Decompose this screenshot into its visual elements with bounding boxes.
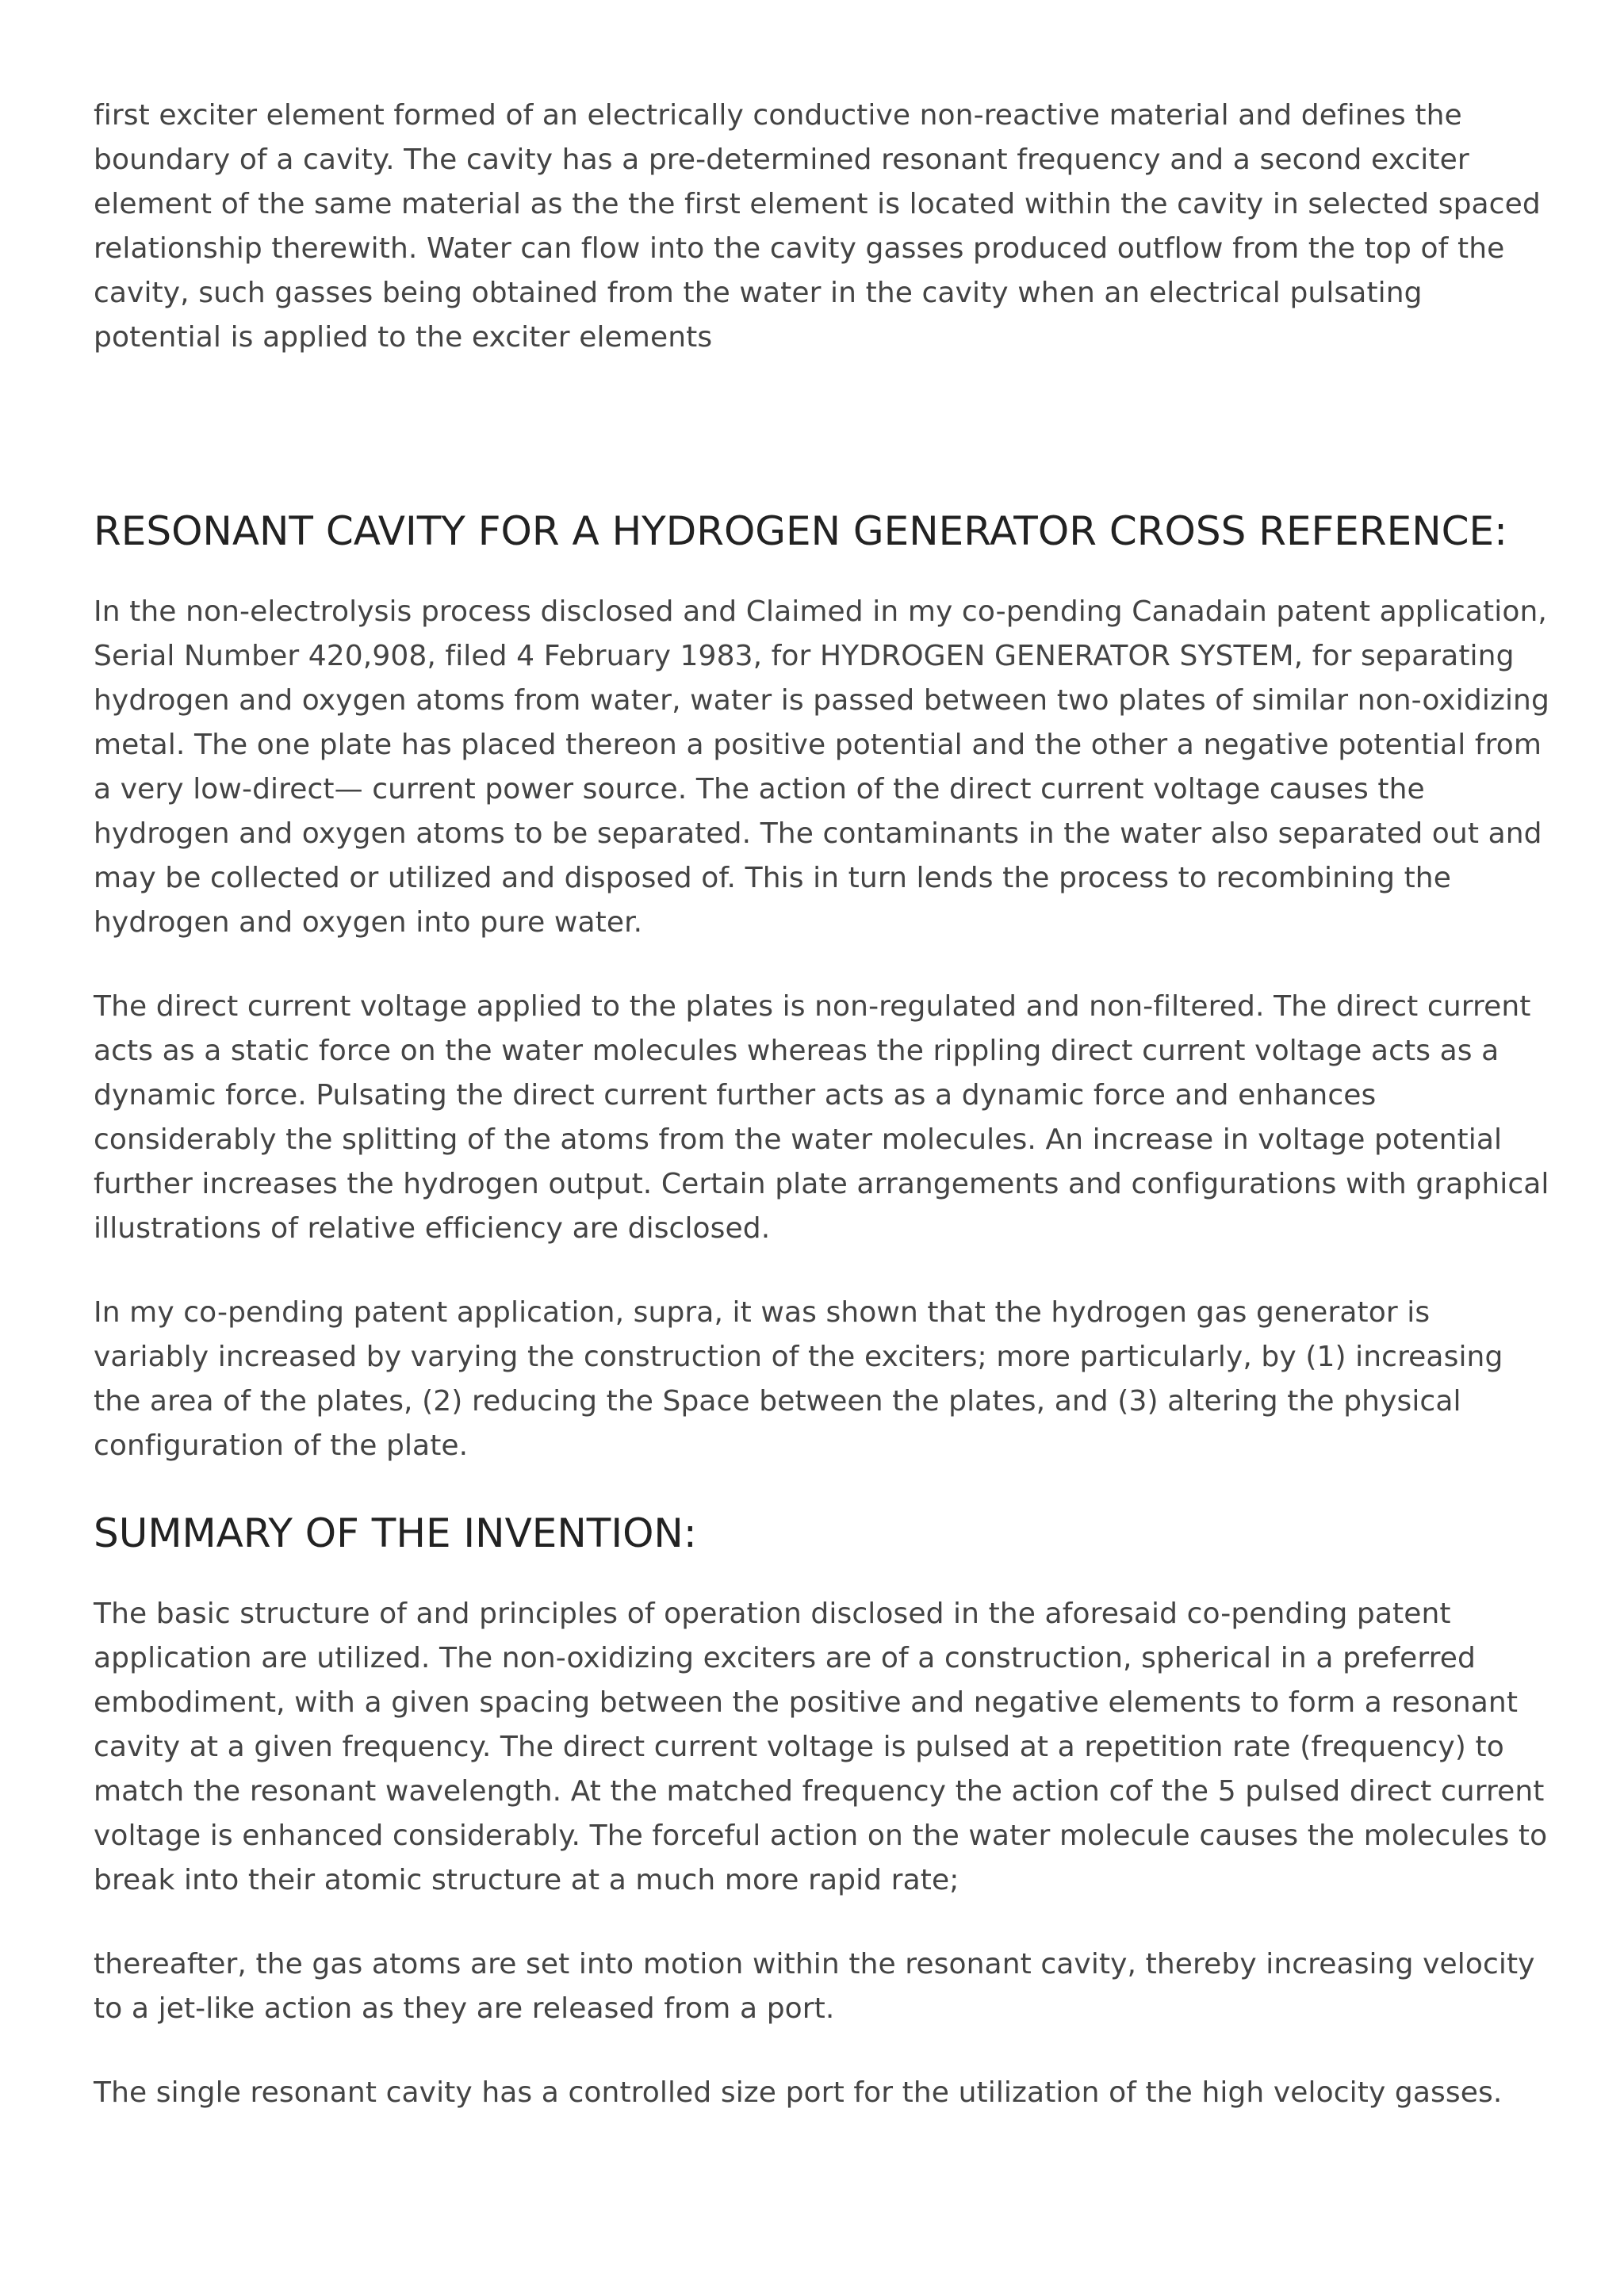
- body-paragraph: The basic structure of and principles of operation disclosed in the aforesaid co-pending patent application are utilized. The non-oxidizing exciters are of a construction, spherical in a preferred embodiment, with a given spacing between the positive and negative elements to form a resonant cavity at a given frequency. The direct current voltage is pulsed at a repetition rate (frequency) to match the resonant wavelength. At the matched frequency the action cof the 5 pulsed direct current voltage is enhanced considerably. The forceful action on the water molecule causes the molecules to break into their atomic structure at a much more rapid rate;: [94, 1598, 1548, 1896]
- section-heading-summary: SUMMARY OF THE INVENTION:: [94, 1510, 697, 1556]
- document-page: [94, 94, 1553, 2155]
- body-paragraph: thereafter, the gas atoms are set into motion within the resonant cavity, thereby increasing velocity to a jet-like action as they are released from a port.: [94, 1948, 1535, 2025]
- intro-paragraph: first exciter element formed of an electrically conductive non-reactive material and defines the boundary of a cavity. The cavity has a pre-determined resonant frequency and a second exciter element of the same material as the the first element is located within the cavity in selected spaced relationship therewith. Water can flow into the cavity gasses produced outflow from the top of the cavity, such gasses being obtained from the water in the cavity when an electrical pulsating potential is applied to the exciter elements: [94, 99, 1541, 354]
- body-paragraph: In my co-pending patent application, supra, it was shown that the hydrogen gas generator is variably increased by varying the construction of the exciters; more particularly, by (1) increasing the area of the plates, (2) reducing the Space between the plates, and (3) altering the physical configuration of the plate.: [94, 1296, 1503, 1462]
- body-paragraph: The single resonant cavity has a controlled size port for the utilization of the high velocity gasses.: [94, 2076, 1503, 2109]
- section-heading-resonant-cavity: RESONANT CAVITY FOR A HYDROGEN GENERATOR CROSS REFERENCE:: [94, 508, 1507, 554]
- body-paragraph: The direct current voltage applied to the plates is non-regulated and non-filtered. The direct current acts as a static force on the water molecules whereas the rippling direct current voltage acts as a dynamic force. Pulsating the direct current further acts as a dynamic force and enhances considerably the splitting of the atoms from the water molecules. An increase in voltage potential further increases the hydrogen output. Certain plate arrangements and configurations with graphical illustrations of relative efficiency are disclosed.: [94, 990, 1549, 1245]
- body-paragraph: In the non-electrolysis process disclosed and Claimed in my co-pending Canadain patent application, Serial Number 420,908, filed 4 February 1983, for HYDROGEN GENERATOR SYSTEM, for separating hydrogen and oxygen atoms from water, water is passed between two plates of similar non-oxidizing metal. The one plate has placed thereon a positive potential and the other a negative potential from a very low-direct— current power source. The action of the direct current voltage causes the hydrogen and oxygen atoms to be separated. The contaminants in the water also separated out and may be collected or utilized and disposed of. This in turn lends the process to recombining the hydrogen and oxygen into pure water.: [94, 595, 1549, 939]
